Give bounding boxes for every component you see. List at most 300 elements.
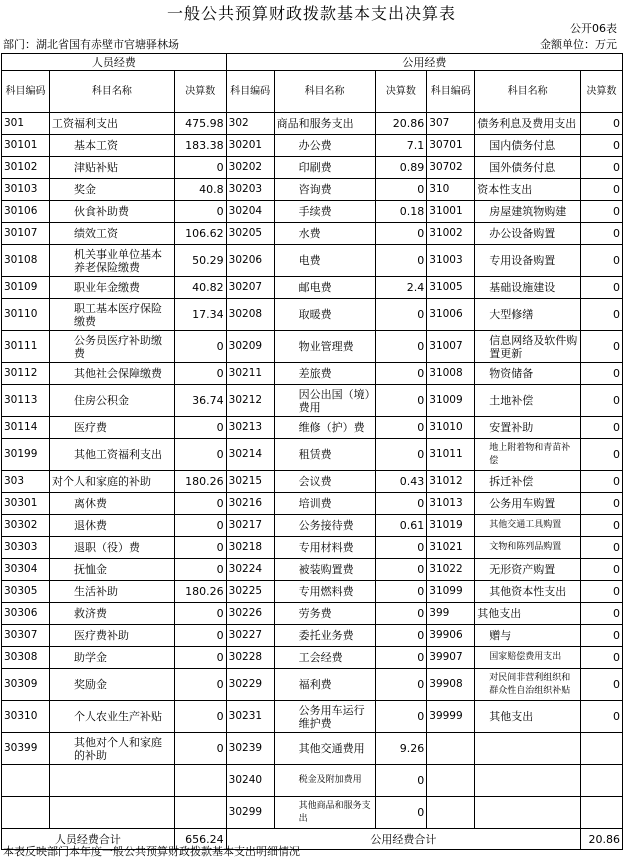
public-name: 拆迁补偿	[475, 471, 581, 493]
public-code: 30231	[226, 701, 274, 733]
public-code: 30229	[226, 669, 274, 701]
public-code: 31008	[427, 363, 475, 385]
table-row	[2, 669, 623, 701]
personnel-name: 工资福利支出	[49, 113, 174, 135]
public-amount: 0	[581, 417, 623, 439]
public-name	[475, 797, 581, 829]
public-name: 专用燃料费	[274, 581, 375, 603]
public-code: 310	[427, 179, 475, 201]
personnel-code: 30111	[2, 331, 50, 363]
public-amount: 0	[375, 797, 427, 829]
amount-header: 决算数	[581, 71, 623, 113]
personnel-amount: 0	[174, 603, 226, 625]
public-amount: 20.86	[375, 113, 427, 135]
public-name: 邮电费	[274, 277, 375, 299]
public-amount: 0	[581, 157, 623, 179]
table-row	[2, 417, 623, 439]
public-name: 水费	[274, 223, 375, 245]
public-code: 30227	[226, 625, 274, 647]
public-name: 安置补助	[475, 417, 581, 439]
personnel-name: 住房公积金	[49, 385, 174, 417]
table-row	[2, 765, 623, 797]
personnel-amount: 0	[174, 733, 226, 765]
personnel-amount: 0	[174, 439, 226, 471]
public-code: 31019	[427, 515, 475, 537]
personnel-code: 30306	[2, 603, 50, 625]
public-name: 印刷费	[274, 157, 375, 179]
code-header: 科目编码	[2, 71, 50, 113]
public-code: 31009	[427, 385, 475, 417]
public-name: 专用材料费	[274, 537, 375, 559]
public-code	[427, 733, 475, 765]
personnel-code: 30108	[2, 245, 50, 277]
table-row	[2, 299, 623, 331]
public-code: 39906	[427, 625, 475, 647]
public-amount: 0	[581, 277, 623, 299]
public-code: 30211	[226, 363, 274, 385]
public-amount: 0	[581, 471, 623, 493]
table-row	[2, 157, 623, 179]
name-header: 科目名称	[274, 71, 375, 113]
table-row	[2, 135, 623, 157]
public-code: 30207	[226, 277, 274, 299]
personnel-name: 基本工资	[49, 135, 174, 157]
public-amount: 0	[375, 299, 427, 331]
public-name: 电费	[274, 245, 375, 277]
public-name: 被装购置费	[274, 559, 375, 581]
public-code	[427, 765, 475, 797]
public-code: 39999	[427, 701, 475, 733]
table-row	[2, 559, 623, 581]
public-name: 委托业务费	[274, 625, 375, 647]
public-name: 其他支出	[475, 701, 581, 733]
public-name: 劳务费	[274, 603, 375, 625]
personnel-name: 绩效工资	[49, 223, 174, 245]
public-amount: 0	[581, 385, 623, 417]
personnel-name	[49, 765, 174, 797]
public-name: 商品和服务支出	[274, 113, 375, 135]
table-row	[2, 439, 623, 471]
public-name: 物业管理费	[274, 331, 375, 363]
public-name: 地上附着物和青苗补偿	[475, 439, 581, 471]
public-name: 咨询费	[274, 179, 375, 201]
public-code: 30208	[226, 299, 274, 331]
public-group-header: 公用经费	[226, 54, 622, 71]
personnel-code: 30305	[2, 581, 50, 603]
personnel-amount: 0	[174, 417, 226, 439]
public-amount: 0	[375, 417, 427, 439]
public-code: 30702	[427, 157, 475, 179]
public-amount: 0	[581, 113, 623, 135]
personnel-amount	[174, 797, 226, 829]
public-amount: 0	[375, 363, 427, 385]
public-name: 福利费	[274, 669, 375, 701]
personnel-code: 30301	[2, 493, 50, 515]
amount-unit-label: 金额单位：万元	[540, 38, 617, 51]
public-amount: 0	[581, 299, 623, 331]
public-amount: 0	[581, 223, 623, 245]
personnel-name: 生活补助	[49, 581, 174, 603]
personnel-name: 离休费	[49, 493, 174, 515]
public-code: 30216	[226, 493, 274, 515]
name-header: 科目名称	[49, 71, 174, 113]
table-row	[2, 515, 623, 537]
table-row	[2, 493, 623, 515]
public-name: 基础设施建设	[475, 277, 581, 299]
public-code: 30215	[226, 471, 274, 493]
personnel-name: 对个人和家庭的补助	[49, 471, 174, 493]
personnel-name: 奖金	[49, 179, 174, 201]
personnel-name: 抚恤金	[49, 559, 174, 581]
personnel-amount: 36.74	[174, 385, 226, 417]
public-code: 30218	[226, 537, 274, 559]
personnel-name: 职工基本医疗保险缴费	[49, 299, 174, 331]
public-name: 无形资产购置	[475, 559, 581, 581]
public-name: 手续费	[274, 201, 375, 223]
public-name: 专用设备购置	[475, 245, 581, 277]
public-name: 信息网络及软件购置更新	[475, 331, 581, 363]
personnel-code: 303	[2, 471, 50, 493]
public-amount: 0	[581, 669, 623, 701]
personnel-name: 津贴补贴	[49, 157, 174, 179]
public-amount: 0	[375, 223, 427, 245]
department-label: 部门：湖北省国有赤壁市官塘驿林场	[3, 38, 179, 51]
personnel-code: 30304	[2, 559, 50, 581]
column-header-row	[2, 71, 623, 113]
group-header-row	[2, 54, 623, 71]
public-name: 其他商品和服务支出	[274, 797, 375, 829]
public-amount: 0	[375, 603, 427, 625]
personnel-code: 30107	[2, 223, 50, 245]
form-number: 公开06表	[570, 22, 617, 35]
public-amount: 0	[581, 331, 623, 363]
table-row	[2, 625, 623, 647]
public-amount: 0	[375, 331, 427, 363]
public-amount: 2.4	[375, 277, 427, 299]
personnel-name: 救济费	[49, 603, 174, 625]
personnel-amount: 0	[174, 701, 226, 733]
public-name: 因公出国（境）费用	[274, 385, 375, 417]
personnel-code: 30106	[2, 201, 50, 223]
public-code: 30212	[226, 385, 274, 417]
public-name: 会议费	[274, 471, 375, 493]
table-row	[2, 471, 623, 493]
personnel-code: 30112	[2, 363, 50, 385]
public-amount: 0	[375, 537, 427, 559]
public-code: 30225	[226, 581, 274, 603]
public-name: 土地补偿	[475, 385, 581, 417]
public-name: 其他资本性支出	[475, 581, 581, 603]
public-name: 税金及附加费用	[274, 765, 375, 797]
public-code: 30203	[226, 179, 274, 201]
public-code: 39908	[427, 669, 475, 701]
table-row	[2, 179, 623, 201]
table-row	[2, 581, 623, 603]
personnel-amount: 50.29	[174, 245, 226, 277]
personnel-name: 退休费	[49, 515, 174, 537]
amount-header: 决算数	[174, 71, 226, 113]
expenditure-table	[1, 53, 623, 850]
public-code: 39907	[427, 647, 475, 669]
public-code: 31006	[427, 299, 475, 331]
public-name: 培训费	[274, 493, 375, 515]
public-name: 国内债务付息	[475, 135, 581, 157]
public-code: 30226	[226, 603, 274, 625]
amount-header: 决算数	[375, 71, 427, 113]
public-amount: 0	[375, 385, 427, 417]
public-amount: 0	[581, 603, 623, 625]
public-name: 工会经费	[274, 647, 375, 669]
personnel-code: 30114	[2, 417, 50, 439]
personnel-amount: 183.38	[174, 135, 226, 157]
table-row	[2, 113, 623, 135]
public-amount: 0	[581, 179, 623, 201]
public-amount	[581, 797, 623, 829]
public-code: 31007	[427, 331, 475, 363]
public-amount: 0	[375, 625, 427, 647]
table-row	[2, 245, 623, 277]
public-code: 30217	[226, 515, 274, 537]
public-amount: 0	[581, 493, 623, 515]
public-code: 30204	[226, 201, 274, 223]
personnel-amount: 475.98	[174, 113, 226, 135]
personnel-amount: 0	[174, 669, 226, 701]
page-title: 一般公共预算财政拨款基本支出决算表	[166, 4, 456, 23]
public-amount: 0	[581, 559, 623, 581]
public-amount: 0.18	[375, 201, 427, 223]
personnel-code	[2, 765, 50, 797]
public-name: 公务接待费	[274, 515, 375, 537]
public-code: 31002	[427, 223, 475, 245]
public-code: 30701	[427, 135, 475, 157]
public-amount: 0	[375, 245, 427, 277]
public-code: 30239	[226, 733, 274, 765]
personnel-code: 30302	[2, 515, 50, 537]
public-name: 公务用车购置	[475, 493, 581, 515]
public-amount: 0	[581, 363, 623, 385]
public-total-label: 公用经费合计	[226, 829, 580, 850]
public-amount: 0	[581, 625, 623, 647]
public-amount: 0	[581, 439, 623, 471]
personnel-amount: 0	[174, 559, 226, 581]
personnel-amount: 0	[174, 625, 226, 647]
public-code: 30224	[226, 559, 274, 581]
personnel-name: 伙食补助费	[49, 201, 174, 223]
personnel-amount: 0	[174, 331, 226, 363]
public-name: 租赁费	[274, 439, 375, 471]
public-name: 债务利息及费用支出	[475, 113, 581, 135]
public-amount: 0.89	[375, 157, 427, 179]
public-amount: 0	[581, 201, 623, 223]
public-name: 大型修缮	[475, 299, 581, 331]
public-amount: 0	[375, 493, 427, 515]
table-row	[2, 201, 623, 223]
name-header: 科目名称	[475, 71, 581, 113]
public-code: 31011	[427, 439, 475, 471]
personnel-code: 30110	[2, 299, 50, 331]
personnel-amount: 180.26	[174, 581, 226, 603]
table-row	[2, 277, 623, 299]
public-amount: 9.26	[375, 733, 427, 765]
public-name: 公务用车运行维护费	[274, 701, 375, 733]
personnel-group-header: 人员经费	[2, 54, 227, 71]
personnel-code: 30308	[2, 647, 50, 669]
personnel-code: 30303	[2, 537, 50, 559]
table-row	[2, 223, 623, 245]
personnel-amount: 0	[174, 363, 226, 385]
public-amount: 0	[375, 765, 427, 797]
personnel-code	[2, 797, 50, 829]
table-row	[2, 331, 623, 363]
code-header: 科目编码	[427, 71, 475, 113]
public-amount: 0.61	[375, 515, 427, 537]
public-code: 399	[427, 603, 475, 625]
personnel-amount: 180.26	[174, 471, 226, 493]
personnel-name: 其他工资福利支出	[49, 439, 174, 471]
table-note: 本表反映部门本年度一般公共预算财政拨款基本支出明细情况	[3, 845, 300, 858]
public-amount: 0	[375, 559, 427, 581]
public-code: 31099	[427, 581, 475, 603]
public-code: 31005	[427, 277, 475, 299]
personnel-code: 30310	[2, 701, 50, 733]
personnel-name	[49, 797, 174, 829]
table-row	[2, 385, 623, 417]
personnel-code: 30309	[2, 669, 50, 701]
public-name: 维修（护）费	[274, 417, 375, 439]
personnel-amount: 106.62	[174, 223, 226, 245]
personnel-code: 30399	[2, 733, 50, 765]
public-name: 办公费	[274, 135, 375, 157]
personnel-amount: 0	[174, 157, 226, 179]
public-amount: 0	[581, 537, 623, 559]
public-name: 房屋建筑物购建	[475, 201, 581, 223]
personnel-amount: 0	[174, 515, 226, 537]
personnel-code: 30199	[2, 439, 50, 471]
personnel-amount: 0	[174, 537, 226, 559]
personnel-code: 30102	[2, 157, 50, 179]
public-name: 国外债务付息	[475, 157, 581, 179]
code-header: 科目编码	[226, 71, 274, 113]
public-code: 30206	[226, 245, 274, 277]
public-amount: 0	[581, 581, 623, 603]
public-name: 资本性支出	[475, 179, 581, 201]
public-amount: 0	[375, 581, 427, 603]
public-name: 其他支出	[475, 603, 581, 625]
public-amount	[581, 765, 623, 797]
public-amount: 0	[375, 439, 427, 471]
table-row	[2, 537, 623, 559]
public-name: 取暖费	[274, 299, 375, 331]
personnel-name: 医疗费补助	[49, 625, 174, 647]
table-row	[2, 701, 623, 733]
table-row	[2, 363, 623, 385]
public-amount: 0	[375, 669, 427, 701]
public-amount: 0	[581, 515, 623, 537]
personnel-name: 退职（役）费	[49, 537, 174, 559]
public-name: 文物和陈列品购置	[475, 537, 581, 559]
public-code: 30201	[226, 135, 274, 157]
public-code: 302	[226, 113, 274, 135]
public-amount: 0	[375, 701, 427, 733]
table-row	[2, 647, 623, 669]
public-amount: 0	[375, 179, 427, 201]
public-code: 307	[427, 113, 475, 135]
personnel-amount	[174, 765, 226, 797]
public-code: 30205	[226, 223, 274, 245]
public-name: 物资储备	[475, 363, 581, 385]
personnel-code: 301	[2, 113, 50, 135]
public-total-value: 20.86	[581, 829, 623, 850]
public-code: 31013	[427, 493, 475, 515]
public-amount	[581, 733, 623, 765]
personnel-code: 30307	[2, 625, 50, 647]
public-name: 其他交通费用	[274, 733, 375, 765]
public-name: 国家赔偿费用支出	[475, 647, 581, 669]
table-row	[2, 797, 623, 829]
personnel-amount: 0	[174, 201, 226, 223]
personnel-code: 30103	[2, 179, 50, 201]
personnel-code: 30113	[2, 385, 50, 417]
public-amount: 0	[375, 647, 427, 669]
personnel-code: 30109	[2, 277, 50, 299]
personnel-name: 个人农业生产补贴	[49, 701, 174, 733]
table-row	[2, 733, 623, 765]
public-name	[475, 733, 581, 765]
public-code: 30209	[226, 331, 274, 363]
public-code: 31012	[427, 471, 475, 493]
public-name: 办公设备购置	[475, 223, 581, 245]
personnel-amount: 40.82	[174, 277, 226, 299]
table-row	[2, 603, 623, 625]
public-code: 31021	[427, 537, 475, 559]
public-name: 其他交通工具购置	[475, 515, 581, 537]
public-code: 30228	[226, 647, 274, 669]
public-amount: 0	[581, 647, 623, 669]
public-amount: 7.1	[375, 135, 427, 157]
public-code: 30213	[226, 417, 274, 439]
personnel-amount: 0	[174, 647, 226, 669]
personnel-total-label: 人员经费合计	[2, 829, 175, 850]
personnel-name: 机关事业单位基本养老保险缴费	[49, 245, 174, 277]
public-code: 30299	[226, 797, 274, 829]
personnel-name: 职业年金缴费	[49, 277, 174, 299]
public-amount: 0	[581, 701, 623, 733]
public-code: 31001	[427, 201, 475, 223]
personnel-name: 其他对个人和家庭的补助	[49, 733, 174, 765]
public-name: 赠与	[475, 625, 581, 647]
personnel-amount: 17.34	[174, 299, 226, 331]
public-amount: 0	[581, 245, 623, 277]
public-name: 对民间非营利组织和群众性自治组织补贴	[475, 669, 581, 701]
public-code: 31022	[427, 559, 475, 581]
public-code: 31010	[427, 417, 475, 439]
personnel-name: 医疗费	[49, 417, 174, 439]
public-code	[427, 797, 475, 829]
personnel-name: 奖励金	[49, 669, 174, 701]
public-code: 31003	[427, 245, 475, 277]
public-code: 30214	[226, 439, 274, 471]
personnel-code: 30101	[2, 135, 50, 157]
public-code: 30240	[226, 765, 274, 797]
personnel-name: 公务员医疗补助缴费	[49, 331, 174, 363]
public-name: 差旅费	[274, 363, 375, 385]
public-amount: 0	[581, 135, 623, 157]
personnel-amount: 40.8	[174, 179, 226, 201]
public-name	[475, 765, 581, 797]
personnel-total-value: 656.24	[174, 829, 226, 850]
public-code: 30202	[226, 157, 274, 179]
personnel-name: 其他社会保障缴费	[49, 363, 174, 385]
